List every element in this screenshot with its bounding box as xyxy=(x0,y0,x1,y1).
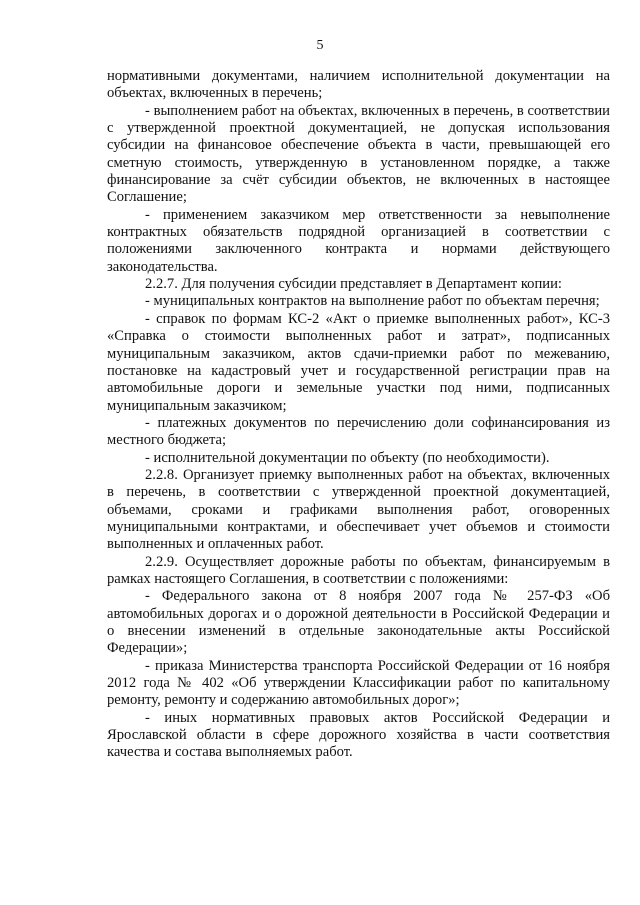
page-number: 5 xyxy=(316,38,324,53)
paragraph: - иных нормативных правовых актов Российской Федерации и Ярославской области в сфере дорожного хозяйства в части соответствия качества и состава выполняемых работ. xyxy=(107,709,610,761)
paragraph: - приказа Министерства транспорта Российской Федерации от 16 ноября 2012 года № 402 «Об утверждении Классификации работ по капитальному ремонту, ремонту и содержанию автомобильных дорог»; xyxy=(107,657,610,709)
paragraph: - Федерального закона от 8 ноября 2007 года № 257-ФЗ «Об автомобильных дорогах и о дорожной деятельности в Российской Федерации и о внесении изменений в отдельные законодательные акты Российской Федерации»; xyxy=(107,588,610,657)
paragraph: - муниципальных контрактов на выполнение работ по объектам перечня; xyxy=(145,293,600,310)
paragraph: - платежных документов по перечислению доли софинансирования из местного бюджета; xyxy=(107,414,610,449)
paragraph: - применением заказчиком мер ответственности за невыполнение контрактных обязательств подрядной организацией в соответствии с положениями заключенного контракта и нормами действующего законодательства. xyxy=(107,206,610,275)
paragraph: нормативными документами, наличием исполнительной документации на объектах, включенных в перечень; xyxy=(107,68,610,102)
paragraph: - выполнением работ на объектах, включенных в перечень, в соответствии с утвержденной проектной документацией, не допуская использования субсидии на финансовое обеспечение объекта в части, превышающей его сметную стоимость, утвержденную в установленном порядке, а также финансирование за счёт субсидии объектов, не включенных в настоящее Соглашение; xyxy=(107,102,610,206)
paragraph: - исполнительной документации по объекту (по необходимости). xyxy=(145,449,550,466)
paragraph: - справок по формам КС-2 «Акт о приемке выполненных работ», КС-3 «Справка о стоимости выполненных работ и затрат», подписанных муниципальным заказчиком, актов сдачи-приемки работ по межеванию, постановке на кадастровый учет и государственной регистрации прав на автомобильные дороги и земельные участки под ними, подписанных муниципальным заказчиком; xyxy=(107,310,610,414)
paragraph: 2.2.7. Для получения субсидии представляет в Департамент копии: xyxy=(145,276,562,293)
document-body xyxy=(107,68,610,762)
paragraph: 2.2.9. Осуществляет дорожные работы по объектам, финансируемым в рамках настоящего Соглашения, в соответствии с положениями: xyxy=(107,553,610,587)
paragraph: 2.2.8. Организует приемку выполненных работ на объектах, включенных в перечень, в соответствии с утвержденной проектной документацией, объемами, сроками и графиками выполнения работ, оговоренных муниципальными контрактами, и обеспечивает учет объемов и стоимости выполненных и оплаченных работ. xyxy=(107,466,610,553)
